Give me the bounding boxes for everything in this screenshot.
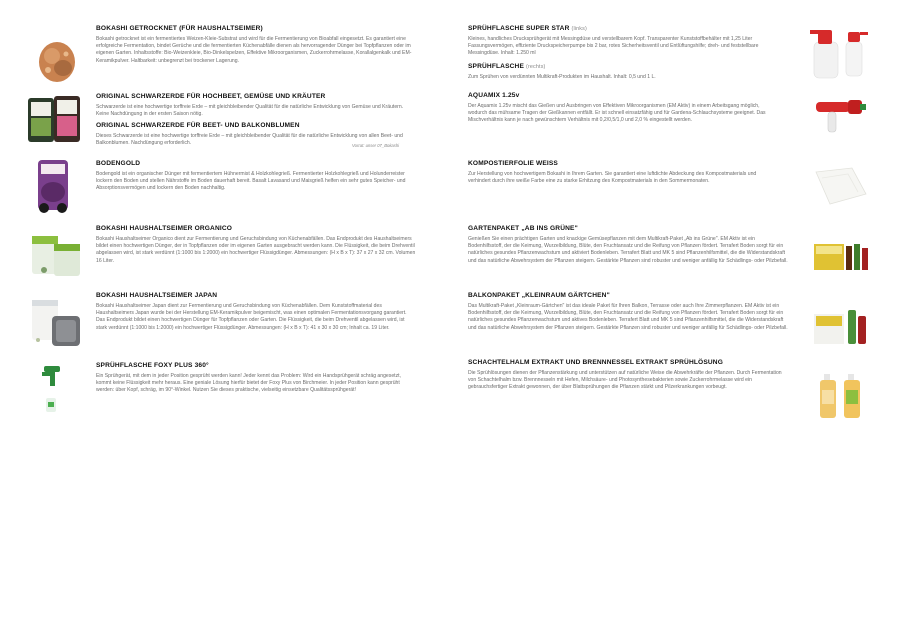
bokashi-bran-image [36, 32, 78, 84]
product-bokashi-getrocknet [96, 25, 416, 70]
bucket-organico-image [28, 232, 84, 280]
product-balkonpaket [468, 292, 788, 337]
product-title [468, 63, 768, 70]
garden-package-image [812, 236, 872, 274]
product-description: Bokashi Haushaltseimer Organico dient zur Fermentierung und Geruchsbindung von Küchenabfällen. Das Endprodukt des Haushaltseimers bildet einen hochwertigen Dünger, der in Topfpflanzen oder im eigenen Garten ausgebracht werden kann. Die Flüssigkeit, die beim Drehventil abgelassen wird, ist stark verdünnt (1:1000 bis 1:2000) ein hochwertiger Flüssigdünger. Abmessungen: (H x B x T): 37 x 27 x 32 cm. Volumen 16 Liter. [96, 236, 416, 264]
product-title: SCHACHTELHALM EXTRAKT UND BRENNNESSEL EXTRAKT SPRÜHLÖSUNG [468, 359, 723, 366]
product-title [468, 25, 768, 32]
product-aquamix [468, 92, 768, 130]
product-schwarzerde-hochbeet [96, 93, 416, 123]
product-title: GARTENPAKET „AB INS GRÜNE" [468, 225, 578, 232]
product-title: BODENGOLD [96, 160, 141, 167]
product-spruehflasche [468, 63, 768, 86]
product-kompostierfolie [468, 160, 768, 190]
product-description: Dieses Schwarzerde ist eine hochwertige torffreie Erde – mit gleichbleibender Qualität für die natürliche Entwicklung von allen Beet- und Balkonblumen. Nachdüngung erforderlich. [96, 133, 403, 147]
product-title-suffix: (rechts) [526, 64, 546, 70]
footnote: Vorrat: unser 07_Bokashi [352, 143, 400, 148]
soil-bags-image [26, 92, 82, 148]
product-title: KOMPOSTIERFOLIE WEISS [468, 160, 558, 167]
product-description: Bokashi getrocknet ist ein fermentiertes Weizen-Kleie-Substrat und wird für die Fermentierung von Bioabfall eingesetzt. Es garantiert eine erfolgreiche Fermentation, bindet Gerüche und die fermentierten Küchenabfälle dienen als hervorragender Dünger bei Topfpflanzen oder im eigenen Garten. Inhaltsstoffe: Bio-Weizenkleie, Bio-Dinkelspelzen, Effektive Mikroorganismen, Zuckerrohrmelasse, Korallalgenkalk und EM-Keramikpulver. Haltbarkeit: unbegrenzt bei trockener Lagerung. [96, 36, 412, 64]
product-description: Bodengold ist ein organischer Dünger mit fermentiertem Hühnermist & Holzkohlegrieß. Fermentierter Holzkohlegrieß und Holunderreister lockern den Boden und stellen Nährstoffe im Boden dauerhaft bereit. Basalt Lavasand und Maisgrieß helfen ein sehr gutes Speicher- und Absorptionsvermögen und lockern den Boden nachhaltig. [96, 171, 406, 192]
product-title: BOKASHI HAUSHALTSEIMER ORGANICO [96, 225, 233, 232]
product-description: Die Sprühlösungen dienen der Pflanzenstärkung und unterstützen auf natürliche Weise die Abwehrkräfte der Pflanzen. Durch Fermentation von Schachtelhalm bzw. Brennnesseln mit Hefen, Milchsäure- und Photosynthesebakterien sowie Zuckerrohrmelasse wird ein gebrauchsfertiger Extrakt gewonnen, der über Blattsprühungen die Pflanzen stärkt und Pilzerkrankungen vorbeugt. [468, 370, 782, 391]
product-description: Kleines, handliches Drucksprühgerät mit Messingdüse und verstellbarem Kopf. Transparenter Kunststoffbehälter mit 1,25 Liter Fassungsvermögen, effiziente Druckspeicherpumpe bis 2 bar, rotes Sicherheitsventil und Entlüftungshilfe; dreh- und feststellbare Messingdüse. Inhalt: 1.250 ml [468, 36, 759, 57]
product-title: BALKONPAKET „KLEINRAUM GÄRTCHEN" [468, 292, 610, 299]
product-title: AQUAMIX 1.25v [468, 92, 520, 99]
product-title-main: SPRÜHFLASCHE [468, 63, 525, 70]
compost-foil-image [812, 164, 870, 210]
product-foxy-plus [96, 362, 416, 400]
product-super-star [468, 25, 768, 63]
product-extrakt-spruehloesung [468, 359, 788, 397]
product-title-suffix: (links) [571, 26, 587, 32]
bucket-japan-image [28, 296, 84, 350]
product-title: ORIGINAL SCHWARZERDE FÜR HOCHBEET, GEMÜSE UND KRÄUTER [96, 93, 326, 100]
product-description: Ein Sprühgerät, mit dem in jeder Position gesprüht werden kann! Jeder kennt das Problem: Wird ein Handsprühgerät schräg angesetzt, kommt keine Flüssigkeit mehr heraus. Eine geniale Lösung hierfür bietet der Foxy Plus von Birchmeier. In jeder Position kann gesprüht werden: über Kopf, schräg, im 90°-Winkel. Nutzen Sie dieses praktische, vielseitig einsetzbare Qualitätssprühgerät! [96, 373, 401, 394]
bodengold-bag-image [32, 158, 74, 216]
product-description: Der Aquamix 1.25v mischt das Gießen und Ausbringen von Effektiven Mikroorganismen (EM Aktiv) in einem Arbeitsgang möglich, wodurch das mühsame Tragen der Gießkannen entfällt. Er ist schnell einsatzfähig und für Gardena-Schlauchsysteme geeignet. Das Mischverhältnis kann je nach gewünschtem Verhältnis mit 0,2/0,5/1,0 und 2,0 % eingestellt werden. [468, 103, 766, 124]
product-gartenpaket [468, 225, 788, 270]
product-description: Bokashi Haushaltseimer Japan dient zur Fermentierung und Geruchsbindung von Küchenabfällen. Dem Kunststoffmaterial des Haushaltseimers Japan wurde bei der Herstellung EM-Keramikpulver beigemischt, was einen optimalen Fermentationsvorgang garantiert. Das Endprodukt bildet einen hochwertigen Dünger für Topfpflanzen oder Garten. Die Flüssigkeit, die beim Drehventil abgelassen wird, ist stark verdünnt (1:1000 bis 1:2000) ein hochwertiger Flüssigdünger. Abmessungen: (H x B x T): 41 x 30 x 30 cm; Inhalt ca. 19 Liter. [96, 303, 407, 331]
product-description: Zum Sprühen von verdünnten Multikraft-Produkten im Haushalt. Inhalt: 0,5 und 1 L. [468, 74, 656, 80]
product-haushaltseimer-japan [96, 292, 416, 337]
product-title: ORIGINAL SCHWARZERDE FÜR BEET- UND BALKONBLUMEN [96, 122, 300, 129]
product-bodengold [96, 160, 416, 198]
product-description: Zur Herstellung von hochwertigem Bokashi in Ihrem Garten. Sie garantiert eine luftdichte Abdeckung des Kompostmaterials und verhindert durch ihre weiße Farbe eine zu starke Erhitzung des Kompostmaterials in den Sommermonaten. [468, 171, 757, 185]
product-description: Schwarzerde ist eine hochwertige torffreie Erde – mit gleichbleibender Qualität für die natürliche Entwicklung von Gemüse und Kräutern. Keine Nachdüngung in der ersten Saison nötig. [96, 104, 404, 118]
product-title-main: SPRÜHFLASCHE SUPER STAR [468, 25, 570, 32]
product-description: Genießen Sie einen prächtigen Garten und knackige Gemüsepflanzen mit dem Multikraft-Paket „Ab ins Grüne". EM Aktiv ist ein Bodenhilfsstoff, der die Keimung, Wurzelbildung, Blüte, den Fruchtansatz und die Reifung von Pflanzen fördert. Terrafert Boden sorgt für ein natürliches gesundes Pflanzenwachstum und aktiviert Bodenleben. Terrafert Blatt und MK 5 sind Pflanzenhilfsmittel, die die Widerstandskraft und das natürliche Abwehrsystem der Pflanzen steigern. Gestärkte Pflanzen sind robuster und weniger anfällig für Schädlings- oder Pilzbefall. [468, 236, 788, 264]
product-haushaltseimer-organico [96, 225, 416, 270]
product-title: SPRÜHFLASCHE FOXY PLUS 360° [96, 362, 209, 369]
balcony-package-image [812, 302, 872, 348]
product-title: BOKASHI GETROCKNET (FÜR HAUSHALTSEIMER) [96, 25, 263, 32]
hose-mixer-image [814, 92, 868, 136]
pressure-sprayer-image [808, 22, 870, 82]
product-title: BOKASHI HAUSHALTSEIMER JAPAN [96, 292, 218, 299]
spray-foxy-image [34, 362, 70, 414]
extract-bottles-image [818, 368, 868, 420]
product-description: Das Multikraft-Paket „Kleinraum-Gärtchen" ist das ideale Paket für Ihren Balkon, Terrasse oder auch Ihre Zimmerpflanzen. EM Aktiv ist ein Bodenhilfsstoff, der die Keimung, Wurzelbildung, Blüte, den Fruchtansatz und die Reifung von Pflanzen fördert. Terrafert Boden sorgt für ein natürliches gesundes Pflanzenwachstum und aktives Bodenleben. Terrafert Blatt und MK 5 sind Pflanzenhilfsmittel, die die Widerstandskraft und das natürliche Abwehrsystem der Pflanzen steigern. Gestärkte Pflanzen sind robuster und weniger anfällig für Schädlings- oder Pilzbefall. [468, 303, 788, 331]
